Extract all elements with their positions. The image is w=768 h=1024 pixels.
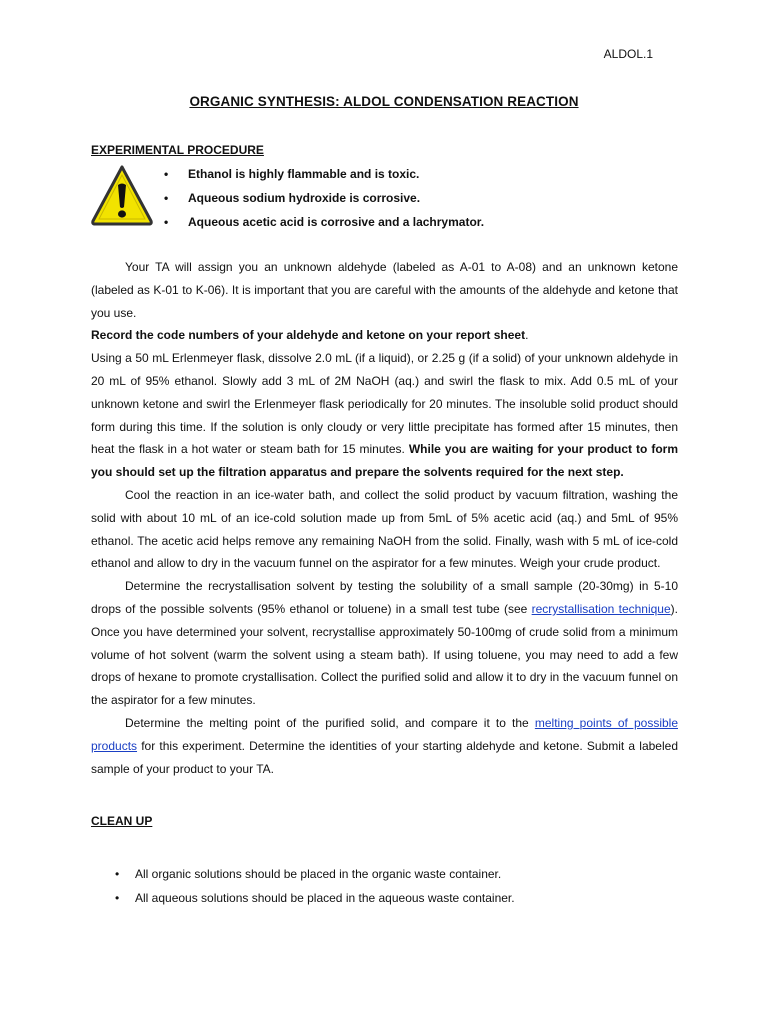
recrystallisation-text-a: Determine the recrystallisation solvent by testing the solubility of a small sample (20-30mg) in 5-10 drops of the possible solvents (95% ethanol or toluene) in a small test tube (see <box>91 579 678 616</box>
clean-up-item: • All organic solutions should be placed in the organic waste container. <box>115 862 515 886</box>
page-id: ALDOL.1 <box>603 47 653 61</box>
paragraph-unknown-assignment: Your TA will assign you an unknown aldehyde (labeled as A-01 to A-08) and an unknown ketone (labeled as K-01 to K-06). It is important that you are careful with the amounts of the aldehyde and ketone that you use. <box>91 260 678 320</box>
hazard-item: • Aqueous acetic acid is corrosive and a lachrymator. <box>164 210 484 234</box>
melting-point-text-a: Determine the melting point of the purified solid, and compare it to the <box>125 715 535 730</box>
clean-up-heading: CLEAN UP <box>91 814 153 828</box>
recrystallisation-technique-link[interactable]: recrystallisation technique <box>531 601 671 616</box>
paragraph-filtration: Cool the reaction in an ice-water bath, and collect the solid product by vacuum filtration, washing the solid with about 10 mL of an ice-cold solution made up from 5mL of 5% acetic acid (aq.) and 5mL of 95% ethanol. The acetic acid helps remove any remaining NaOH from the solid. Finally, wash with 5 mL of ice-cold ethanol and allow to dry in the vacuum funnel on the aspirator for a few minutes. Weigh your crude product. <box>91 487 678 571</box>
warning-icon <box>90 163 154 227</box>
melting-point-text-b: for this experiment. Determine the identities of your starting aldehyde and ketone. Submit a labeled sample of your product to your TA. <box>91 738 678 776</box>
experimental-procedure-heading: EXPERIMENTAL PROCEDURE <box>91 143 264 157</box>
clean-up-item: • All aqueous solutions should be placed in the aqueous waste container. <box>115 886 515 910</box>
paragraph-melting-point <box>91 712 678 780</box>
record-codes-period: . <box>525 328 529 343</box>
paragraph-reaction-setup <box>91 347 678 484</box>
procedure-body <box>91 256 678 780</box>
hazard-list <box>164 162 484 234</box>
page-title: ORGANIC SYNTHESIS: ALDOL CONDENSATION REACTION <box>189 94 579 109</box>
recrystallisation-text-b: ). Once you have determined your solvent, recrystallise approximately 50-100mg of crude solid from a minimum volume of hot solvent (warm the solvent using a steam bath). If using toluene, you may need to add a few drops of hexane to promote crystallisation. Collect the purified solid and allow it to dry in the vacuum funnel on the aspirator for a few minutes. <box>91 601 678 708</box>
clean-up-list <box>115 862 515 910</box>
paragraph-record-codes <box>91 324 678 347</box>
paragraph-recrystallisation <box>91 575 678 712</box>
record-codes-instruction: Record the code numbers of your aldehyde and ketone on your report sheet <box>91 328 526 343</box>
filtration-prep-note: While you are waiting for your product to form you should set up the filtration apparatus and prepare the solvents required for the next step. <box>91 442 679 480</box>
reaction-setup-text: Using a 50 mL Erlenmeyer flask, dissolve 2.0 mL (if a liquid), or 2.25 g (if a solid) of your unknown aldehyde in 20 mL of 95% ethanol. Slowly add 3 mL of 2M NaOH (aq.) and swirl the flask to mix. Add 0.5 mL of your unknown ketone and swirl the Erlenmeyer flask periodically for 20 minutes. The insoluble solid product should form during this time. If the solution is only cloudy or very little precipitate has formed after 15 minutes, then heat the flask in a hot water or steam bath for 15 minutes. <box>91 351 678 457</box>
hazard-item: • Ethanol is highly flammable and is toxic. <box>164 162 484 186</box>
hazard-item: • Aqueous sodium hydroxide is corrosive. <box>164 186 484 210</box>
melting-points-link[interactable]: melting points of possible products <box>91 715 678 753</box>
